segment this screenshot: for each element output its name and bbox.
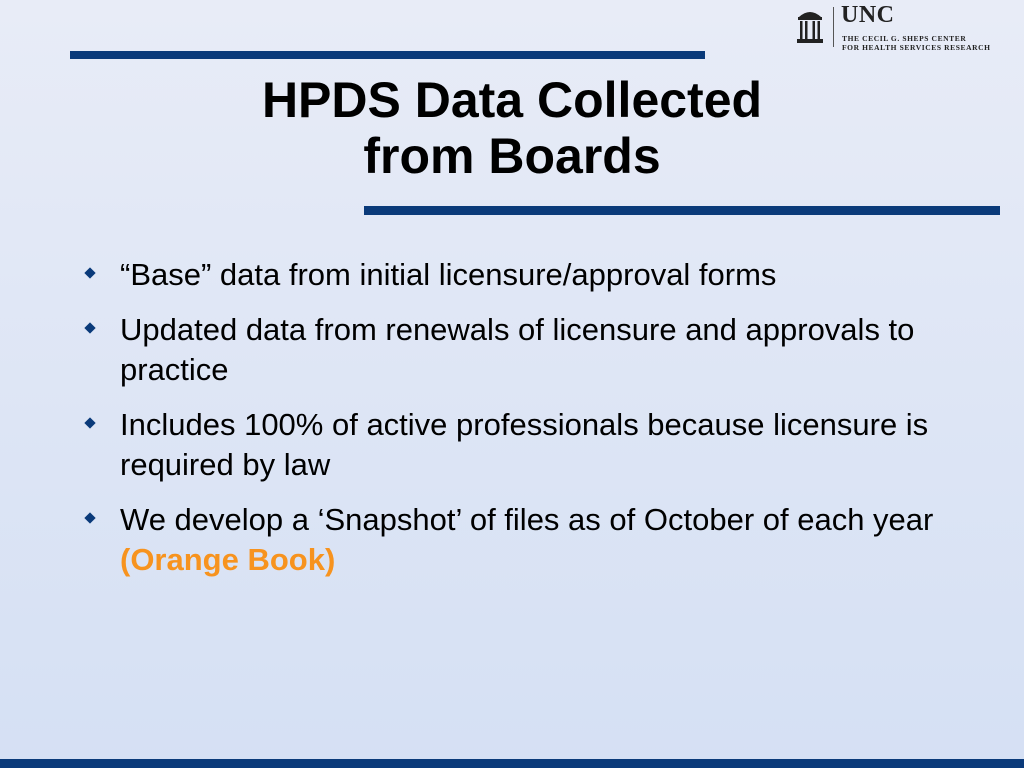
bullet-text: “Base” data from initial licensure/approval forms — [120, 257, 777, 292]
bullet-text: Updated data from renewals of licensure and approvals to practice — [120, 312, 915, 387]
slide-title-line1: HPDS Data Collected — [261, 72, 763, 128]
unc-sheps-logo — [795, 2, 1020, 52]
bullet-item — [80, 310, 980, 390]
diamond-bullet-icon — [84, 417, 95, 428]
logo-wordmark: UNC — [841, 2, 895, 28]
bottom-rule — [0, 759, 1024, 768]
slide-title — [0, 72, 1024, 184]
top-rule — [70, 51, 705, 59]
slide-title-line2: from Boards — [363, 128, 661, 184]
diamond-bullet-icon — [84, 512, 95, 523]
diamond-bullet-icon — [84, 322, 95, 333]
logo-divider — [833, 7, 834, 47]
bullet-text: We develop a ‘Snapshot’ of files as of October of each year — [120, 502, 934, 537]
orange-book-highlight: (Orange Book) — [120, 542, 336, 577]
bullet-text: Includes 100% of active professionals because licensure is required by law — [120, 407, 929, 482]
bullet-item — [80, 500, 980, 580]
diamond-bullet-icon — [84, 267, 95, 278]
bullet-item — [80, 405, 980, 485]
bullet-list — [80, 255, 980, 595]
title-underline-rule — [364, 206, 1000, 215]
old-well-icon — [795, 5, 825, 45]
logo-subtitle-line1: THE CECIL G. SHEPS CENTER — [842, 34, 967, 43]
bullet-item — [80, 255, 980, 295]
logo-subtitle-line2: FOR HEALTH SERVICES RESEARCH — [842, 43, 991, 52]
